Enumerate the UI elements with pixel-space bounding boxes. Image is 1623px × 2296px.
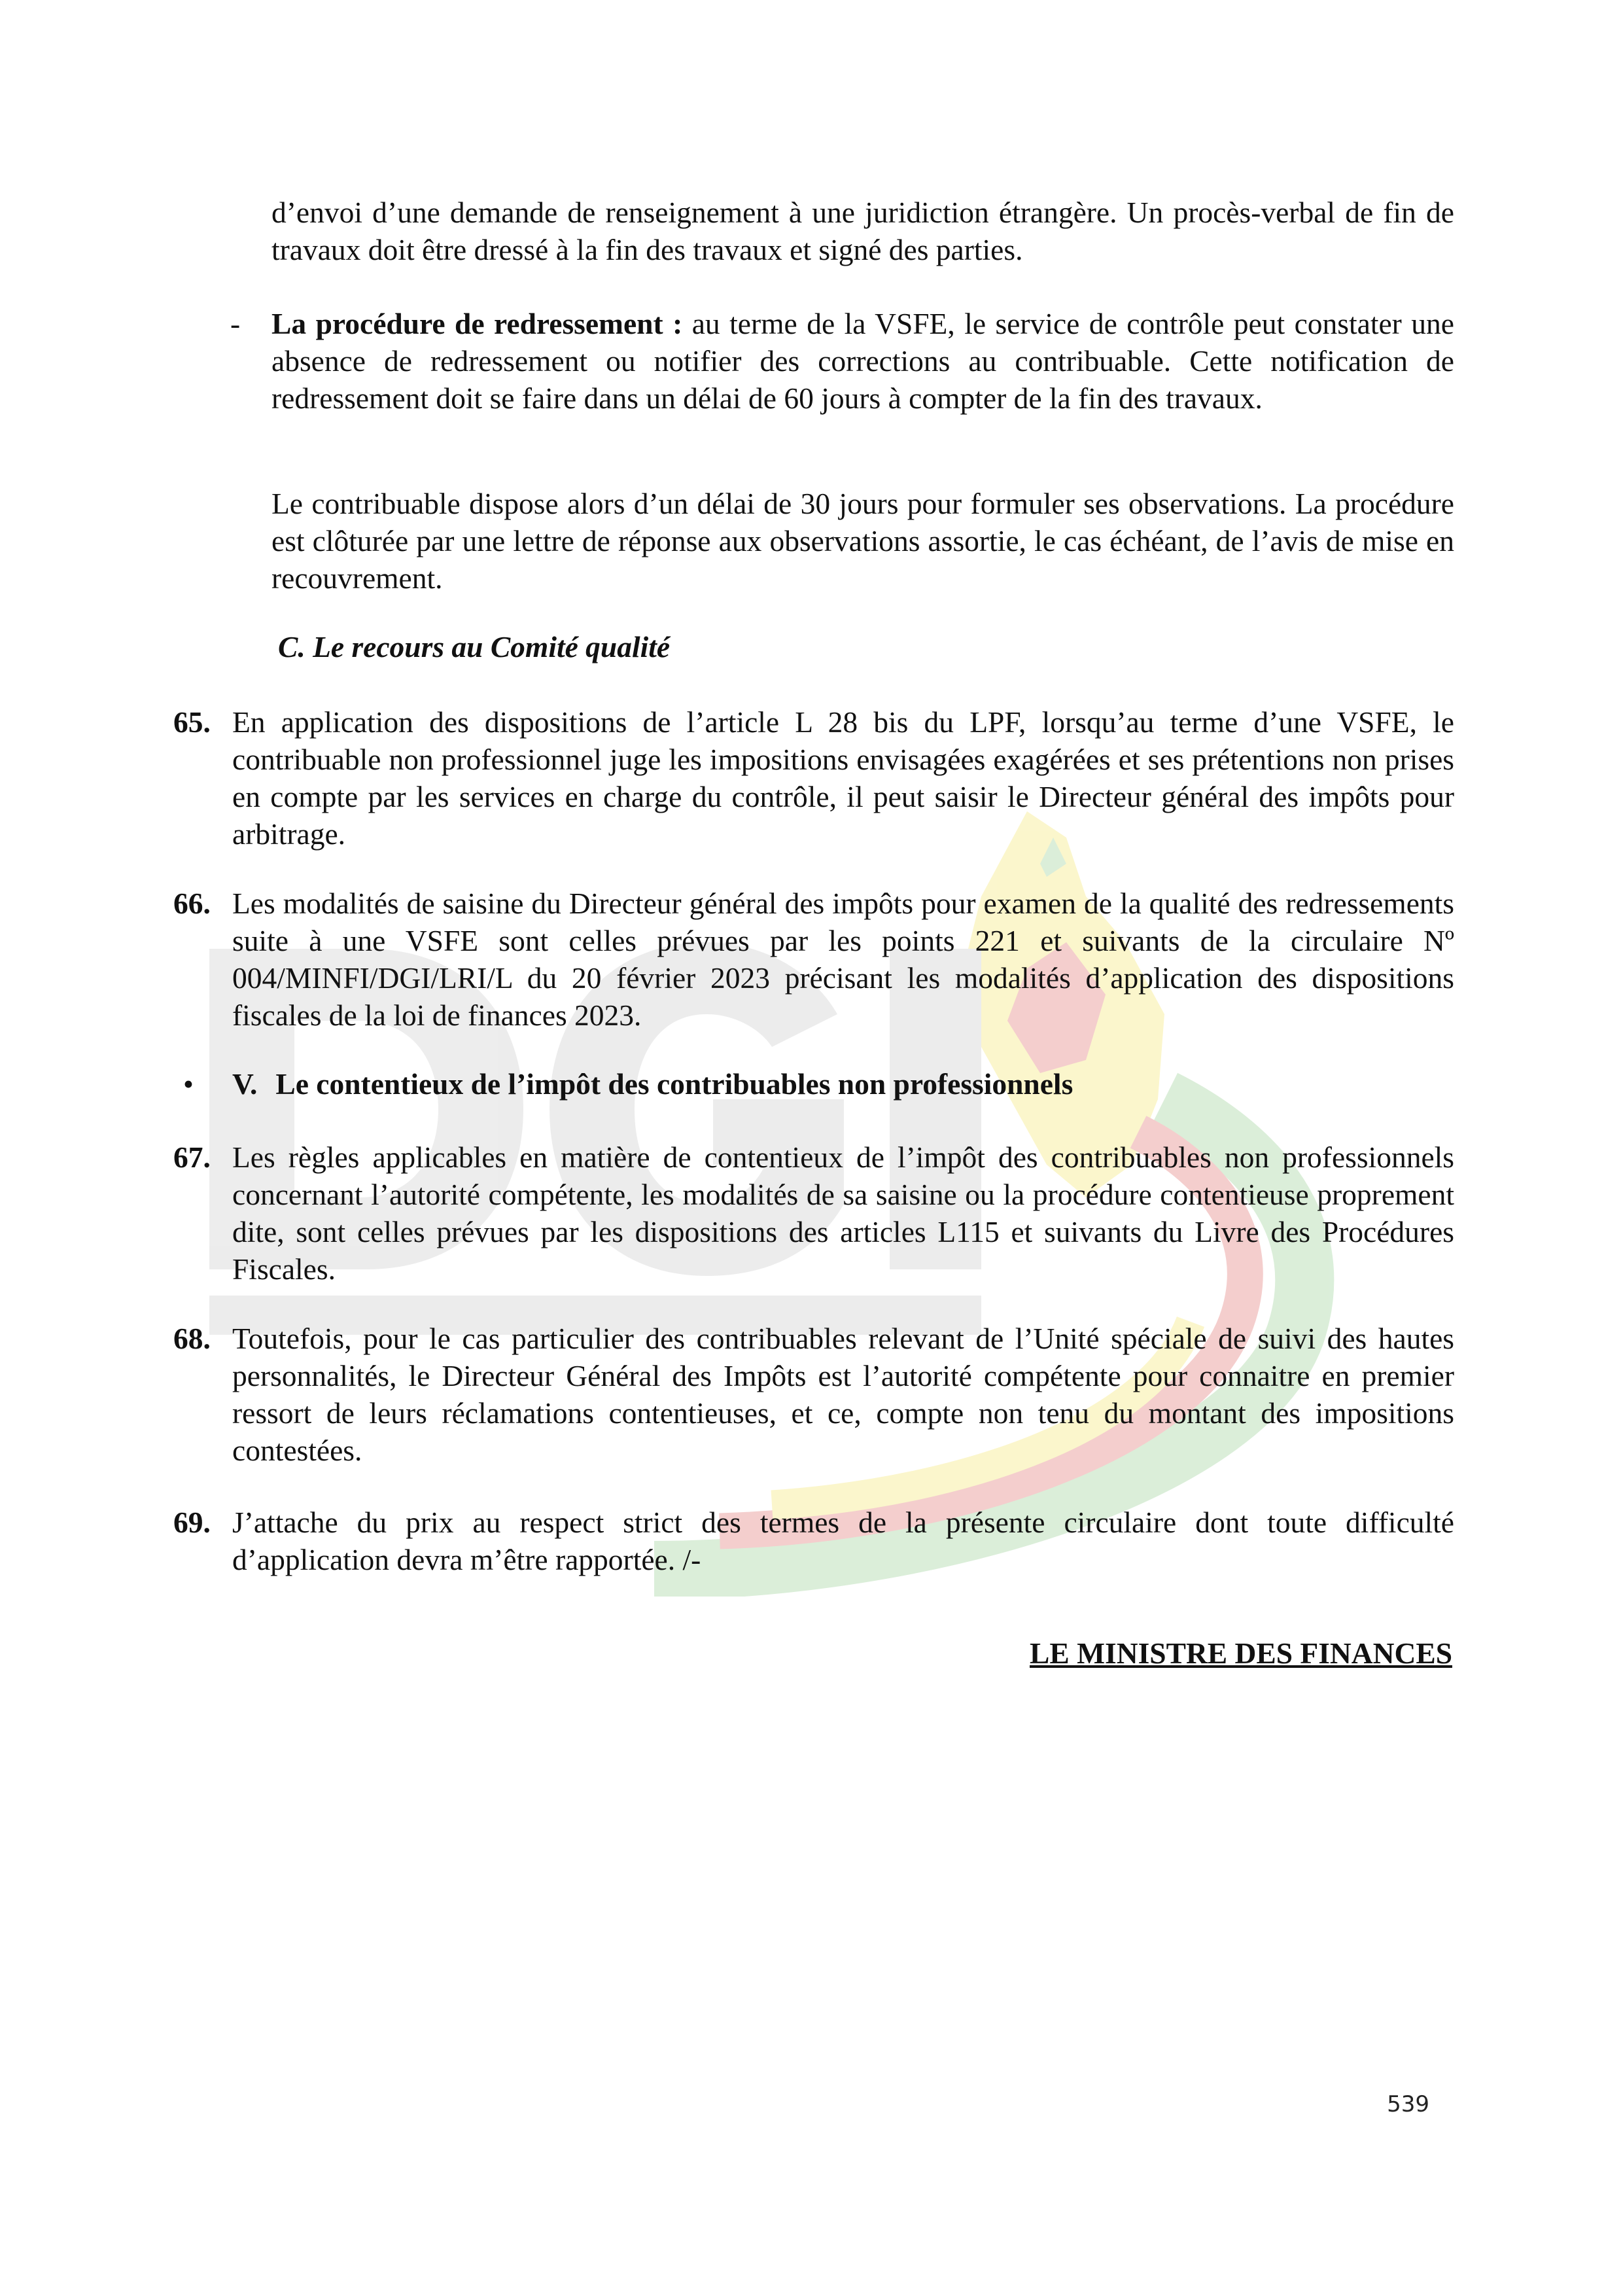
section-v-number: V.	[232, 1067, 258, 1101]
redressement-title: La procédure de redressement :	[271, 307, 683, 340]
section-v-title: Le contentieux de l’impôt des contribuables non professionnels	[275, 1067, 1073, 1101]
redressement-paragraph	[271, 305, 1454, 417]
paragraph-number: 66.	[173, 887, 211, 920]
intro-paragraph: d’envoi d’une demande de renseignement à une juridiction étrangère. Un procès-verbal de fin de travaux doit être dressé à la fin des travaux et signé des parties.	[271, 196, 1454, 266]
signature-title: LE MINISTRE DES FINANCES	[1030, 1636, 1452, 1670]
paragraph-number: 67.	[173, 1140, 211, 1174]
paragraph-number: 65.	[173, 705, 211, 739]
section-v-bullet: •	[183, 1067, 194, 1101]
redressement-text: au terme de la VSFE, le service de contrôle peut constater une absence de redressement ou notifier des corrections au contribuable. Cette notification de redressement doit se faire dans un délai de 60 jours à compter de la fin des travaux.	[271, 307, 1454, 415]
redressement-followup: Le contribuable dispose alors d’un délai de 30 jours pour formuler ses observations. La procédure est clôturée par une lettre de réponse aux observations assortie, le cas échéant, de l’avis de mise en recouvrement.	[271, 487, 1454, 595]
page-number: 539	[1387, 2091, 1429, 2117]
paragraph-67: Les règles applicables en matière de contentieux de l’impôt des contribuables non professionnels concernant l’autorité compétente, les modalités de sa saisine ou la procédure contentieuse proprement dite, sont celles prévues par les dispositions des articles L115 et suivants du Livre des Procédures Fiscales.	[232, 1140, 1454, 1286]
paragraph-number: 69.	[173, 1506, 211, 1539]
paragraph-69: J’attache du prix au respect strict des termes de la présente circulaire dont toute difficulté d’application devra m’être rapportée. /-	[232, 1506, 1454, 1576]
paragraph-68: Toutefois, pour le cas particulier des contribuables relevant de l’Unité spéciale de suivi des hautes personnalités, le Directeur Général des Impôts est l’autorité compétente pour connaitre en premier ressort de leurs réclamations contentieuses, et ce, compte non tenu du montant des impositions contestées.	[232, 1322, 1454, 1467]
section-v-heading	[232, 1065, 1073, 1103]
paragraph-65: En application des dispositions de l’article L 28 bis du LPF, lorsqu’au terme d’une VSFE, le contribuable non professionnel juge les impositions envisagées exagérées et ses prétentions non prises en compte par les services en charge du contrôle, il peut saisir le Directeur général des impôts pour arbitrage.	[232, 705, 1454, 851]
redressement-dash: -	[230, 307, 241, 340]
section-c-heading: C. Le recours au Comité qualité	[278, 630, 671, 663]
paragraph-number: 68.	[173, 1322, 211, 1355]
paragraph-66: Les modalités de saisine du Directeur général des impôts pour examen de la qualité des redressements suite à une VSFE sont celles prévues par les points 221 et suivants de la circulaire Nº 004/MINFI/DGI/LRI/L du 20 février 2023 précisant les modalités d’application des dispositions fiscales de la loi de finances 2023.	[232, 887, 1454, 1032]
